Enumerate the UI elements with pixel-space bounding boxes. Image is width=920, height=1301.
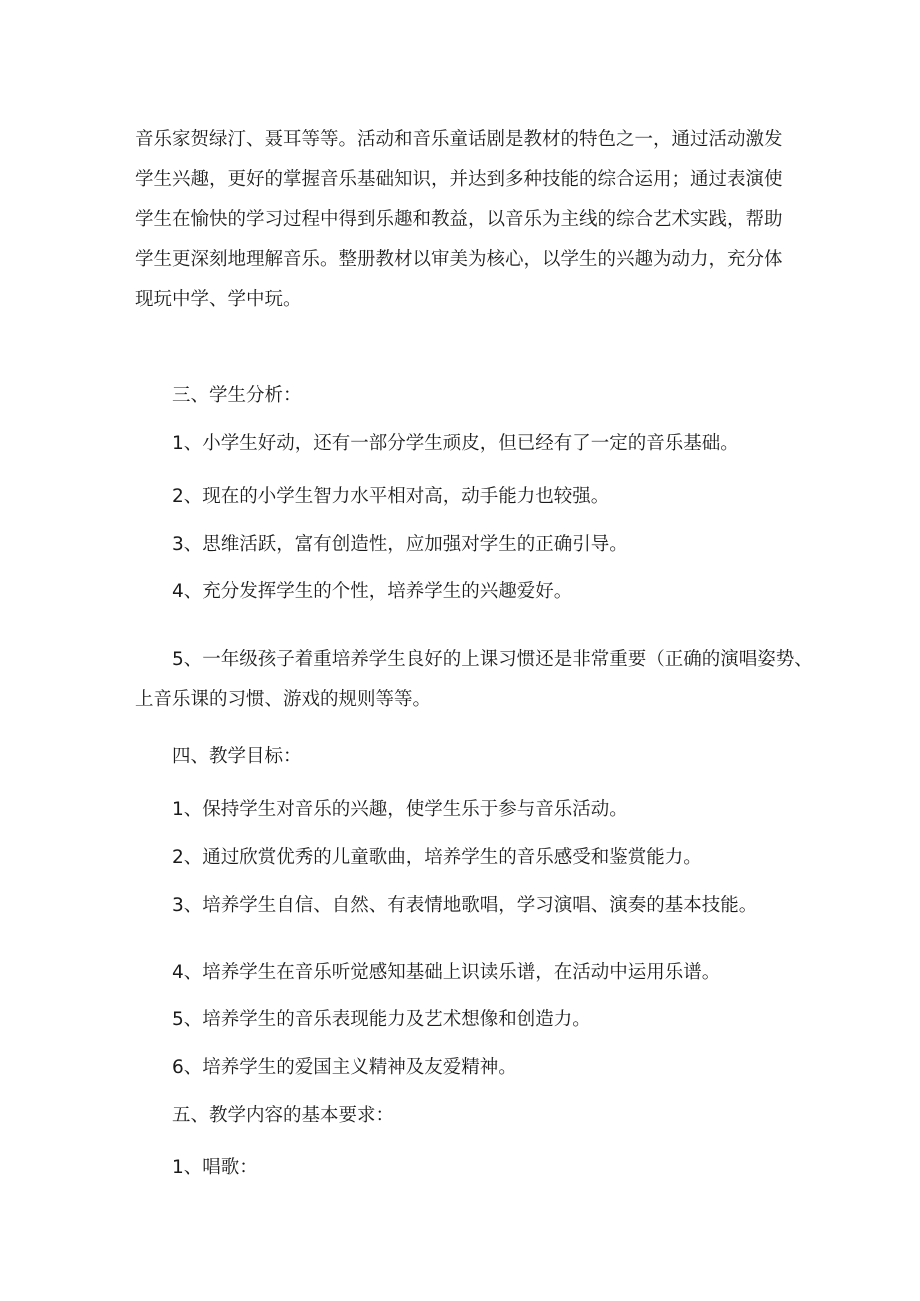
section-heading-teaching-goals: 四、教学目标： [172, 746, 302, 767]
list-item: 2、通过欣赏优秀的儿童歌曲，培养学生的音乐感受和鉴赏能力。 [172, 847, 702, 868]
list-item: 4、充分发挥学生的个性，培养学生的兴趣爱好。 [172, 581, 573, 602]
list-item-five [135, 640, 813, 720]
intro-paragraph [135, 120, 795, 320]
intro-line: 音乐家贺绿汀、聂耳等等。活动和音乐童话剧是教材的特色之一，通过活动激发 [135, 129, 783, 150]
list-item: 1、保持学生对音乐的兴趣，使学生乐于参与音乐活动。 [172, 799, 628, 820]
list-item: 1、唱歌： [172, 1157, 258, 1178]
list-item: 6、培养学生的爱国主义精神及友爱精神。 [172, 1057, 517, 1078]
list-item: 3、培养学生自信、自然、有表情地歌唱，学习演唱、演奏的基本技能。 [172, 895, 758, 916]
list-item-line: 5、一年级孩子着重培养学生良好的上课习惯还是非常重要（正确的演唱姿势、 [172, 649, 813, 670]
section-heading-student-analysis: 三、学生分析： [172, 385, 302, 406]
list-item: 1、小学生好动，还有一部分学生顽皮，但已经有了一定的音乐基础。 [172, 433, 739, 454]
list-item: 2、现在的小学生智力水平相对高，动手能力也较强。 [172, 486, 610, 507]
list-item-line: 上音乐课的习惯、游戏的规则等等。 [135, 689, 432, 710]
list-item: 5、培养学生的音乐表现能力及艺术想像和创造力。 [172, 1009, 591, 1030]
section-heading-content-requirements: 五、教学内容的基本要求： [172, 1105, 395, 1126]
intro-line: 学生更深刻地理解音乐。整册教材以审美为核心，以学生的兴趣为动力，充分体 [135, 249, 783, 270]
intro-line: 学生在愉快的学习过程中得到乐趣和教益，以音乐为主线的综合艺术实践，帮助 [135, 209, 783, 230]
list-item: 3、思维活跃，富有创造性，应加强对学生的正确引导。 [172, 534, 628, 555]
intro-line: 学生兴趣，更好的掌握音乐基础知识，并达到多种技能的综合运用；通过表演使 [135, 169, 783, 190]
intro-line: 现玩中学、学中玩。 [135, 289, 302, 310]
list-item: 4、培养学生在音乐听觉感知基础上识读乐谱，在活动中运用乐谱。 [172, 962, 721, 983]
